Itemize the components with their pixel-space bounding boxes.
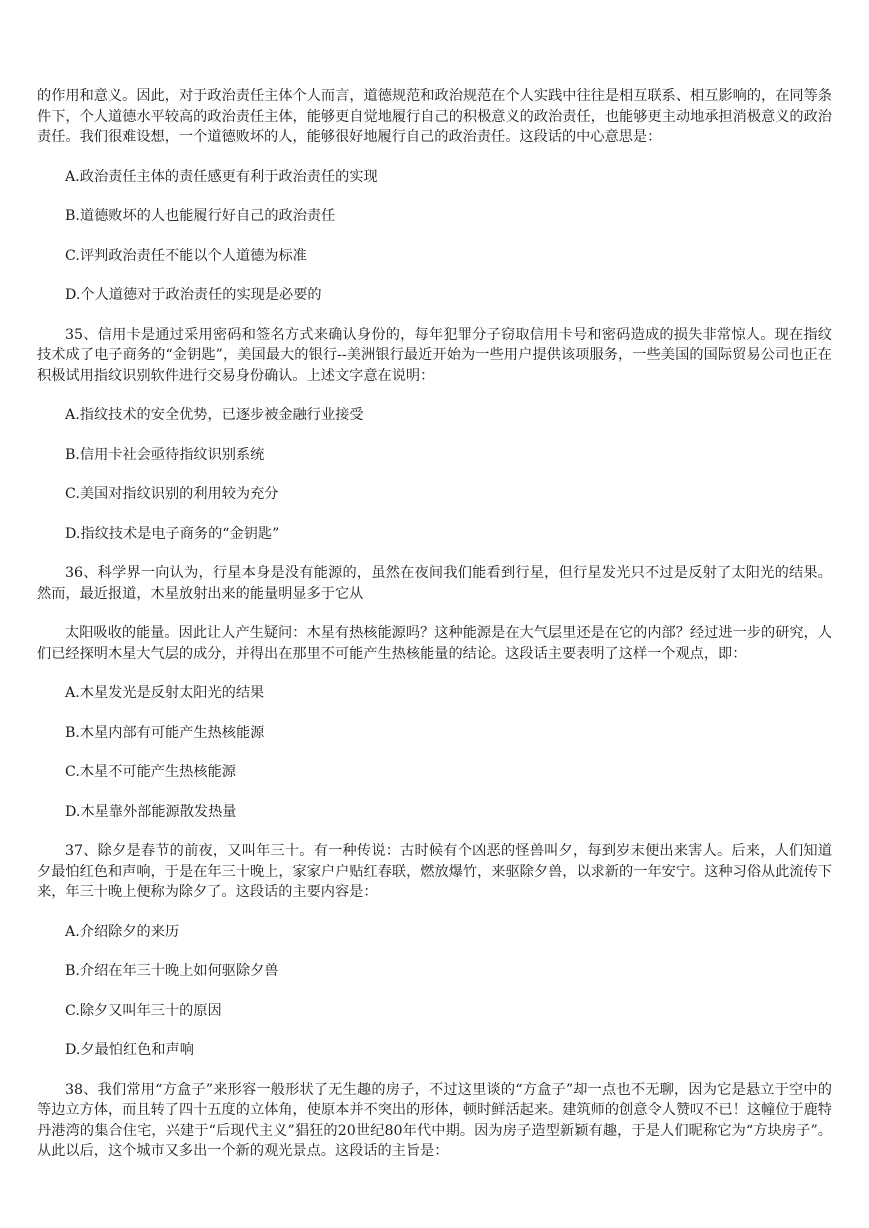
q36-option-c: C.木星不可能产生热核能源 [65, 764, 236, 780]
q35-option-a: A.指纹技术的安全优势，已逐步被金融行业接受 [65, 407, 364, 423]
q36-option-d: D.木星靠外部能源散发热量 [65, 803, 237, 820]
q36-option-a: A.木星发光是反射太阳光的结果 [65, 685, 265, 701]
q37-option-a: A.介绍除夕的来历 [65, 923, 180, 940]
question-35-stem: 35、信用卡是通过采用密码和签名方式来确认身份的，每年犯罪分子窃取信用卡号和密码造成的损失非常惊人。现在指纹技术成了电子商务的“金钥匙”，美国最大的银行--美洲银行最近开始为一些用户提供该项服务，一些美国的国际贸易公司也正在积极试用指纹识别软件进行交易身份确认。上述文字意在说明： [37, 326, 832, 384]
question-38-stem: 38、我们常用“方盒子”来形容一般形状了无生趣的房子，不过这里谈的“方盒子”却一点也不无聊，因为它是悬立于空中的等边立方体，而且转了四十五度的立体角，使原本并不突出的形体，顿时鲜活起来。建筑师的创意令人赞叹不已！这幢位于鹿特丹港湾的集合住宅，兴建于“后现代主义”猖狂的20世纪80年代中期。因为房子造型新颖有趣，于是人们昵称它为“方块房子”。从此以后，这个城市又多出一个新的观光景点。这段话的主旨是： [37, 1081, 832, 1159]
q35-option-c: C.美国对指纹识别的利用较为充分 [65, 486, 279, 502]
question-34-stem: 的作用和意义。因此，对于政治责任主体个人而言，道德规范和政治规范在个人实践中往往是相互联系、相互影响的，在同等条件下，个人道德水平较高的政治责任主体，能够更自觉地履行自己的积极意义的政治责任，也能够更主动地承担消极意义的政治责任。我们很难设想，一个道德败坏的人，能够很好地履行自己的政治责任。这段话的中心意思是： [37, 88, 832, 145]
q37-option-b: B.介绍在年三十晚上如何驱除夕兽 [65, 963, 279, 979]
q34-option-c: C.评判政治责任不能以个人道德为标准 [65, 247, 307, 264]
q35-option-d: D.指纹技术是电子商务的“金钥匙” [65, 525, 280, 542]
question-36-stem: 36、科学界一向认为，行星本身是没有能源的，虽然在夜间我们能看到行星，但行星发光只不过是反射了太阳光的结果。然而，最近报道，木星放射出来的能量明显多于它从 [37, 565, 832, 602]
q34-option-d: D.个人道德对于政治责任的实现是必要的 [65, 287, 322, 303]
q37-option-c: C.除夕又叫年三十的原因 [65, 1002, 222, 1019]
question-37-stem: 37、除夕是春节的前夜，又叫年三十。有一种传说：古时候有个凶恶的怪兽叫夕，每到岁末便出来害人。后来，人们知道夕最怕红色和声响，于是在年三十晚上，家家户户贴红春联，燃放爆竹，来驱除夕兽，以求新的一年安宁。这种习俗从此流传下来，年三十晚上便称为除夕了。这段话的主要内容是： [37, 843, 832, 900]
q37-option-d: D.夕最怕红色和声响 [65, 1042, 194, 1058]
q34-option-a: A.政治责任主体的责任感更有利于政治责任的实现 [65, 168, 378, 185]
question-36-stem-continued: 太阳吸收的能量。因此让人产生疑问：木星有热核能源吗？这种能源是在大气层里还是在它的内部？经过进一步的研究，人们已经探明木星大气层的成分，并得出在那里不可能产生热核能量的结论。这段话主要表明了这样一个观点，即： [37, 625, 832, 662]
q35-option-b: B.信用卡社会亟待指纹识别系统 [65, 446, 265, 463]
q34-option-b: B.道德败坏的人也能履行好自己的政治责任 [65, 208, 336, 224]
q36-option-b: B.木星内部有可能产生热核能源 [65, 724, 265, 741]
